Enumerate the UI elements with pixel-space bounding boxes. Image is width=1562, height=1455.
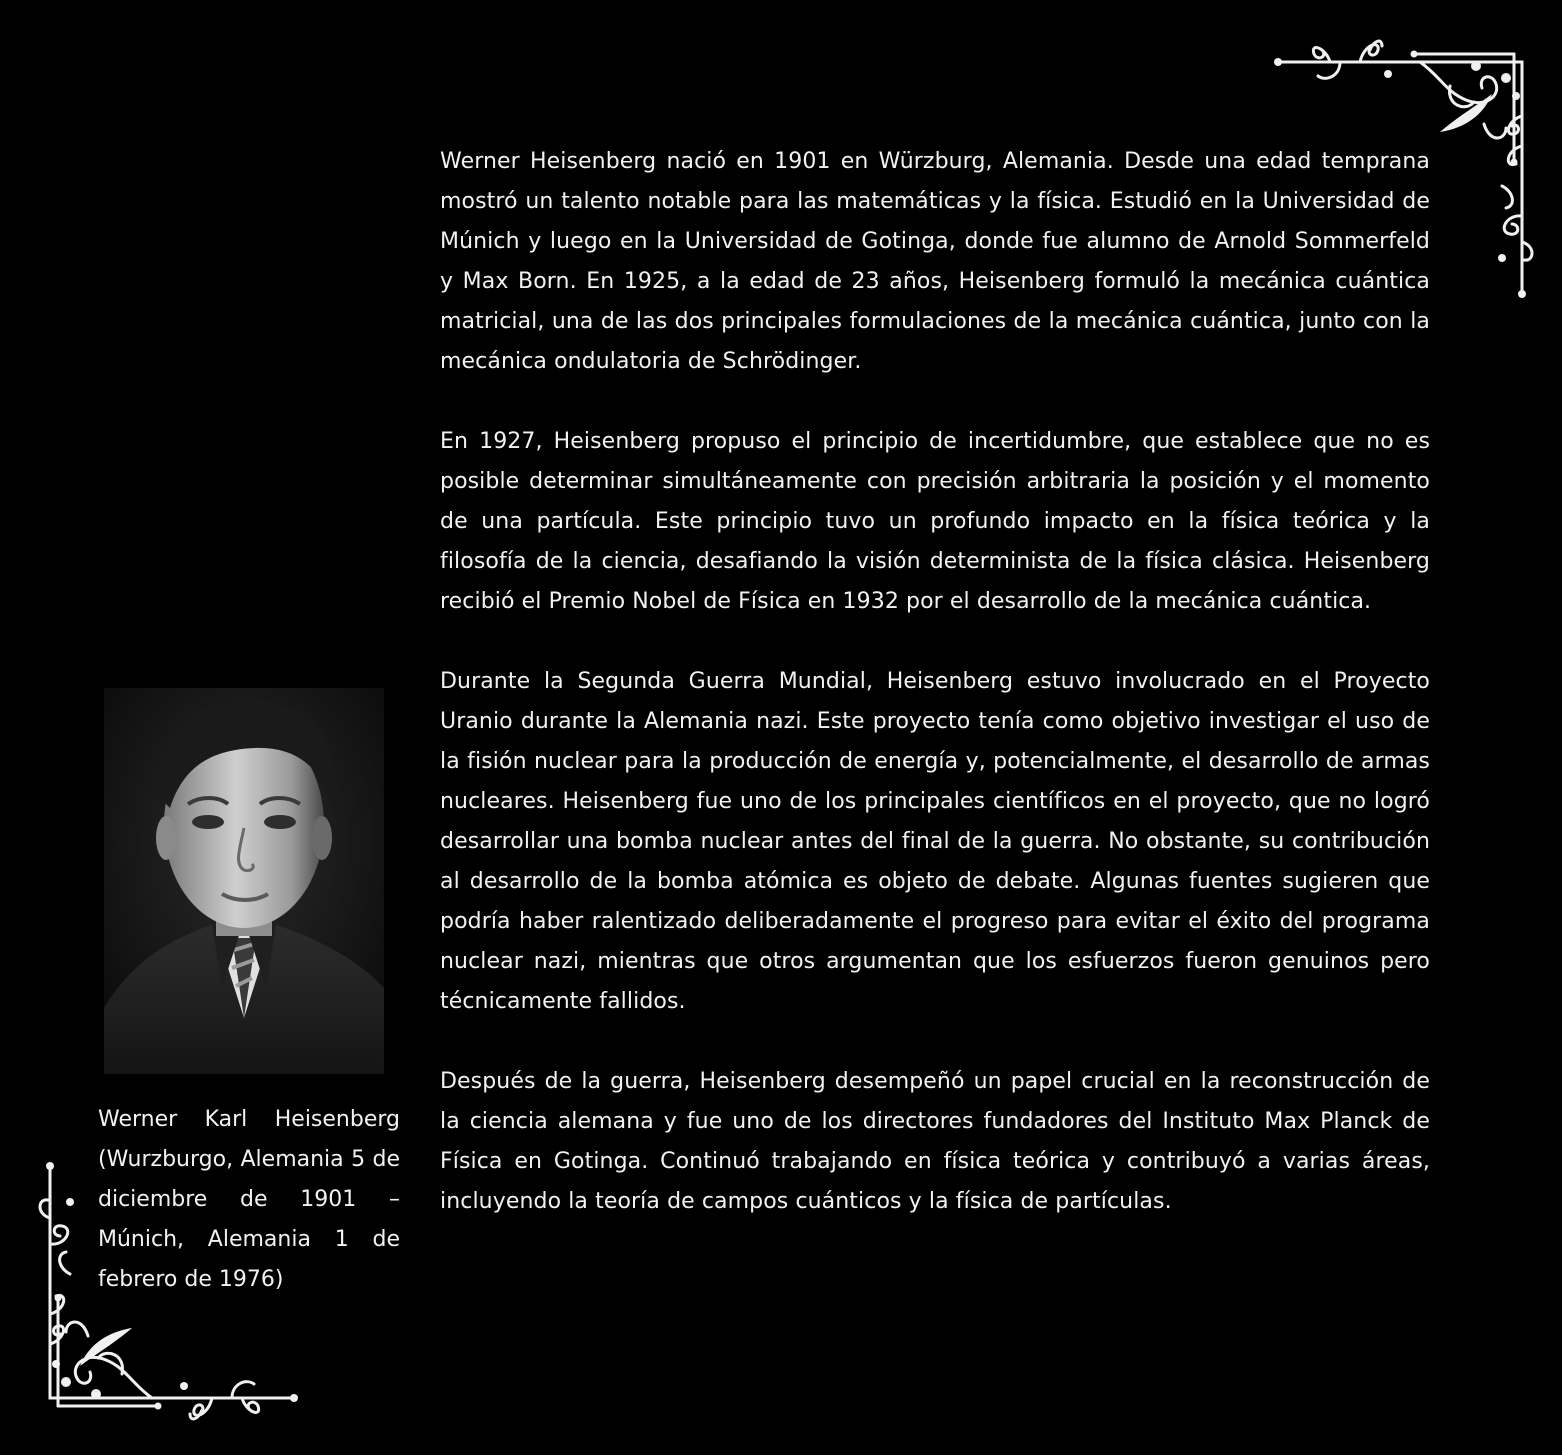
portrait-caption: Werner Karl Heisenberg (Wurzburgo, Alemania 5 de diciembre de 1901 – Múnich, Alemania 1 de febrero de 1976) <box>98 1107 400 1292</box>
portrait-photo <box>104 688 384 1074</box>
paragraph-uncertainty-principle: En 1927, Heisenberg propuso el principio de incertidumbre, que establece que no es posible determinar simultáneamente con precisión arbitraria la posición y el momento de una partícula. Este principio tuvo un profundo impacto en la física teórica y la filosofía de la ciencia, desafiando la visión determinista de la física clásica. Heisenberg recibió el Premio Nobel de Física en 1932 por el desarrollo de la mecánica cuántica. <box>440 429 1430 614</box>
paragraph-early-life: Werner Heisenberg nació en 1901 en Würzburg, Alemania. Desde una edad temprana mostró un talento notable para las matemáticas y la física. Estudió en la Universidad de Múnich y luego en la Universidad de Gotinga, donde fue alumno de Arnold Sommerfeld y Max Born. En 1925, a la edad de 23 años, Heisenberg formuló la mecánica cuántica matricial, una de las dos principales formulaciones de la mecánica cuántica, junto con la mecánica ondulatoria de Schrödinger. <box>440 149 1430 374</box>
biography-article <box>440 142 1430 1262</box>
paragraph-world-war-ii: Durante la Segunda Guerra Mundial, Heisenberg estuvo involucrado en el Proyecto Uranio durante la Alemania nazi. Este proyecto tenía como objetivo investigar el uso de la fisión nuclear para la producción de energía y, potencialmente, el desarrollo de armas nucleares. Heisenberg fue uno de los principales científicos en el proyecto, que no logró desarrollar una bomba nuclear antes del final de la guerra. No obstante, su contribución al desarrollo de la bomba atómica es objeto de debate. Algunas fuentes sugieren que podría haber ralentizado deliberadamente el progreso para evitar el éxito del programa nuclear nazi, mientras que otros argumentan que los esfuerzos fueron genuinos pero técnicamente fallidos. <box>440 669 1430 1014</box>
paragraph-post-war: Después de la guerra, Heisenberg desempeñó un papel crucial en la reconstrucción de la ciencia alemana y fue uno de los directores fundadores del Instituto Max Planck de Física en Gotinga. Continuó trabajando en física teórica y contribuyó a varias áreas, incluyendo la teoría de campos cuánticos y la física de partículas. <box>440 1069 1430 1214</box>
